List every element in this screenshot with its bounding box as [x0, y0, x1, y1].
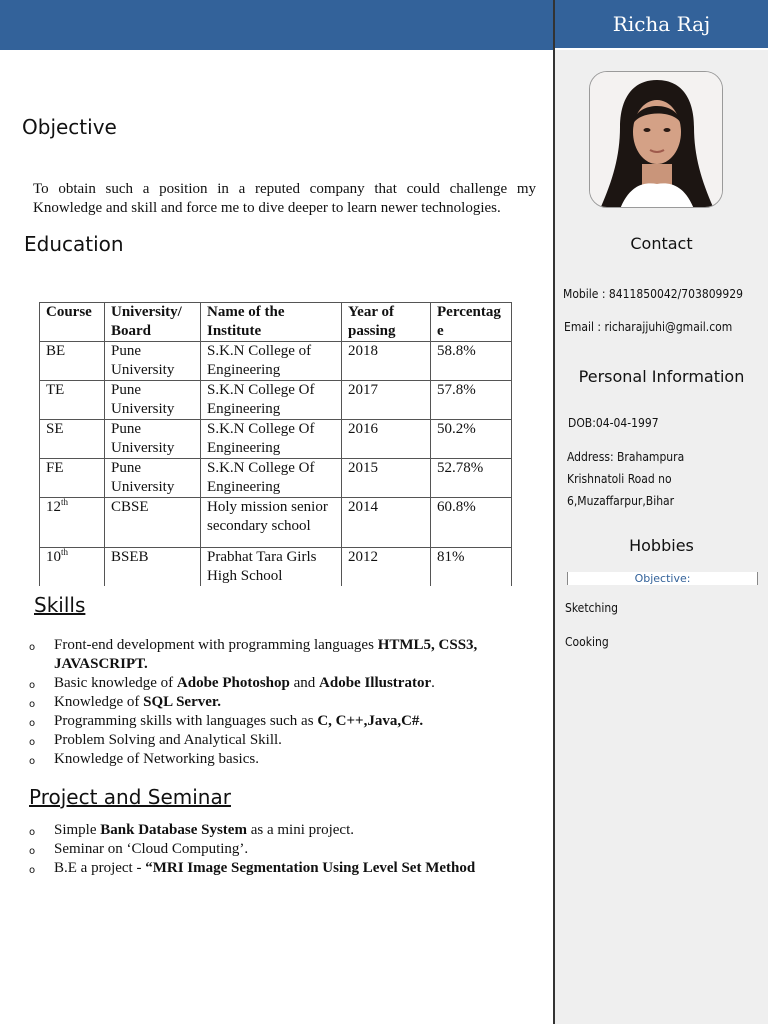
address-line-1: Address: Brahampura [567, 450, 685, 464]
percent-cell: 57.8% [431, 381, 512, 420]
course-cell: 12th [40, 498, 105, 548]
hobby-strip: Objective: [567, 572, 758, 585]
board-cell: Pune University [105, 342, 201, 381]
table-row [40, 381, 512, 420]
education-table [39, 302, 512, 586]
address-line-3: 6,Muzaffarpur,Bihar [567, 494, 675, 508]
institute-cell: S.K.N College Of Engineering [201, 420, 342, 459]
list-item: o Problem Solving and Analytical Skill. [54, 731, 515, 750]
year-cell: 2012 [342, 548, 431, 587]
column-header: University/ Board [105, 303, 201, 342]
year-cell: 2018 [342, 342, 431, 381]
skills-list [25, 636, 515, 769]
list-item: o Knowledge of Networking basics. [54, 750, 515, 769]
year-cell: 2014 [342, 498, 431, 548]
list-item: o Basic knowledge of Adobe Photoshop and Adobe Illustrator. [54, 674, 515, 693]
board-cell: Pune University [105, 459, 201, 498]
column-header: Year of passing [342, 303, 431, 342]
objective-text: To obtain such a position in a reputed company that could challenge my Knowledge and skill and force me to dive deeper to learn newer technologies. [33, 181, 536, 216]
percent-cell: 60.8% [431, 498, 512, 548]
list-item: o B.E a project - “MRI Image Segmentation Using Level Set Method [54, 859, 525, 878]
list-item: o Knowledge of SQL Server. [54, 693, 515, 712]
board-cell: Pune University [105, 420, 201, 459]
institute-cell: S.K.N College of Engineering [201, 342, 342, 381]
board-cell: CBSE [105, 498, 201, 548]
table-row [40, 342, 512, 381]
institute-cell: S.K.N College Of Engineering [201, 459, 342, 498]
column-header: Percentage [431, 303, 512, 342]
board-cell: Pune University [105, 381, 201, 420]
course-cell: TE [40, 381, 105, 420]
objective-heading: Objective [22, 115, 117, 139]
institute-cell: Prabhat Tara Girls High School [201, 548, 342, 587]
table-row [40, 498, 512, 548]
contact-heading: Contact [630, 234, 693, 253]
course-cell: SE [40, 420, 105, 459]
profile-photo [589, 71, 723, 208]
column-header: Course [40, 303, 105, 342]
portrait-image [590, 72, 723, 208]
table-row [40, 459, 512, 498]
personal-info-heading: Personal Information [578, 367, 745, 386]
candidate-name: Richa Raj [612, 12, 711, 36]
course-cell: 10th [40, 548, 105, 587]
hobbies-heading: Hobbies [629, 536, 694, 555]
table-header-row [40, 303, 512, 342]
board-cell: BSEB [105, 548, 201, 587]
percent-cell: 58.8% [431, 342, 512, 381]
list-item: o Front-end development with programming languages HTML5, CSS3, JAVASCRIPT. [54, 636, 515, 674]
skills-heading: Skills [34, 593, 86, 617]
percent-cell: 50.2% [431, 420, 512, 459]
year-cell: 2015 [342, 459, 431, 498]
list-item: o Programming skills with languages such as C, C++,Java,C#. [54, 712, 515, 731]
course-cell: BE [40, 342, 105, 381]
projects-list [25, 821, 525, 878]
column-header: Name of the Institute [201, 303, 342, 342]
course-cell: FE [40, 459, 105, 498]
hobby-item: Cooking [565, 635, 609, 649]
percent-cell: 52.78% [431, 459, 512, 498]
email-address: Email : richarajjuhi@gmail.com [564, 320, 733, 334]
header-bar [0, 0, 553, 50]
address-line-2: Krishnatoli Road no [567, 472, 672, 486]
list-item: o Simple Bank Database System as a mini project. [54, 821, 525, 840]
institute-cell: S.K.N College Of Engineering [201, 381, 342, 420]
date-of-birth: DOB:04-04-1997 [568, 416, 659, 430]
education-heading: Education [24, 232, 124, 256]
name-banner [555, 0, 768, 50]
table-row [40, 420, 512, 459]
mobile-number: Mobile : 8411850042/703809929 [563, 287, 744, 301]
projects-heading: Project and Seminar [29, 785, 231, 809]
year-cell: 2017 [342, 381, 431, 420]
hobby-item: Sketching [565, 601, 619, 615]
year-cell: 2016 [342, 420, 431, 459]
list-item: o Seminar on ‘Cloud Computing’. [54, 840, 525, 859]
sidebar [553, 0, 768, 1024]
percent-cell: 81% [431, 548, 512, 587]
institute-cell: Holy mission senior secondary school [201, 498, 342, 548]
table-row [40, 548, 512, 587]
